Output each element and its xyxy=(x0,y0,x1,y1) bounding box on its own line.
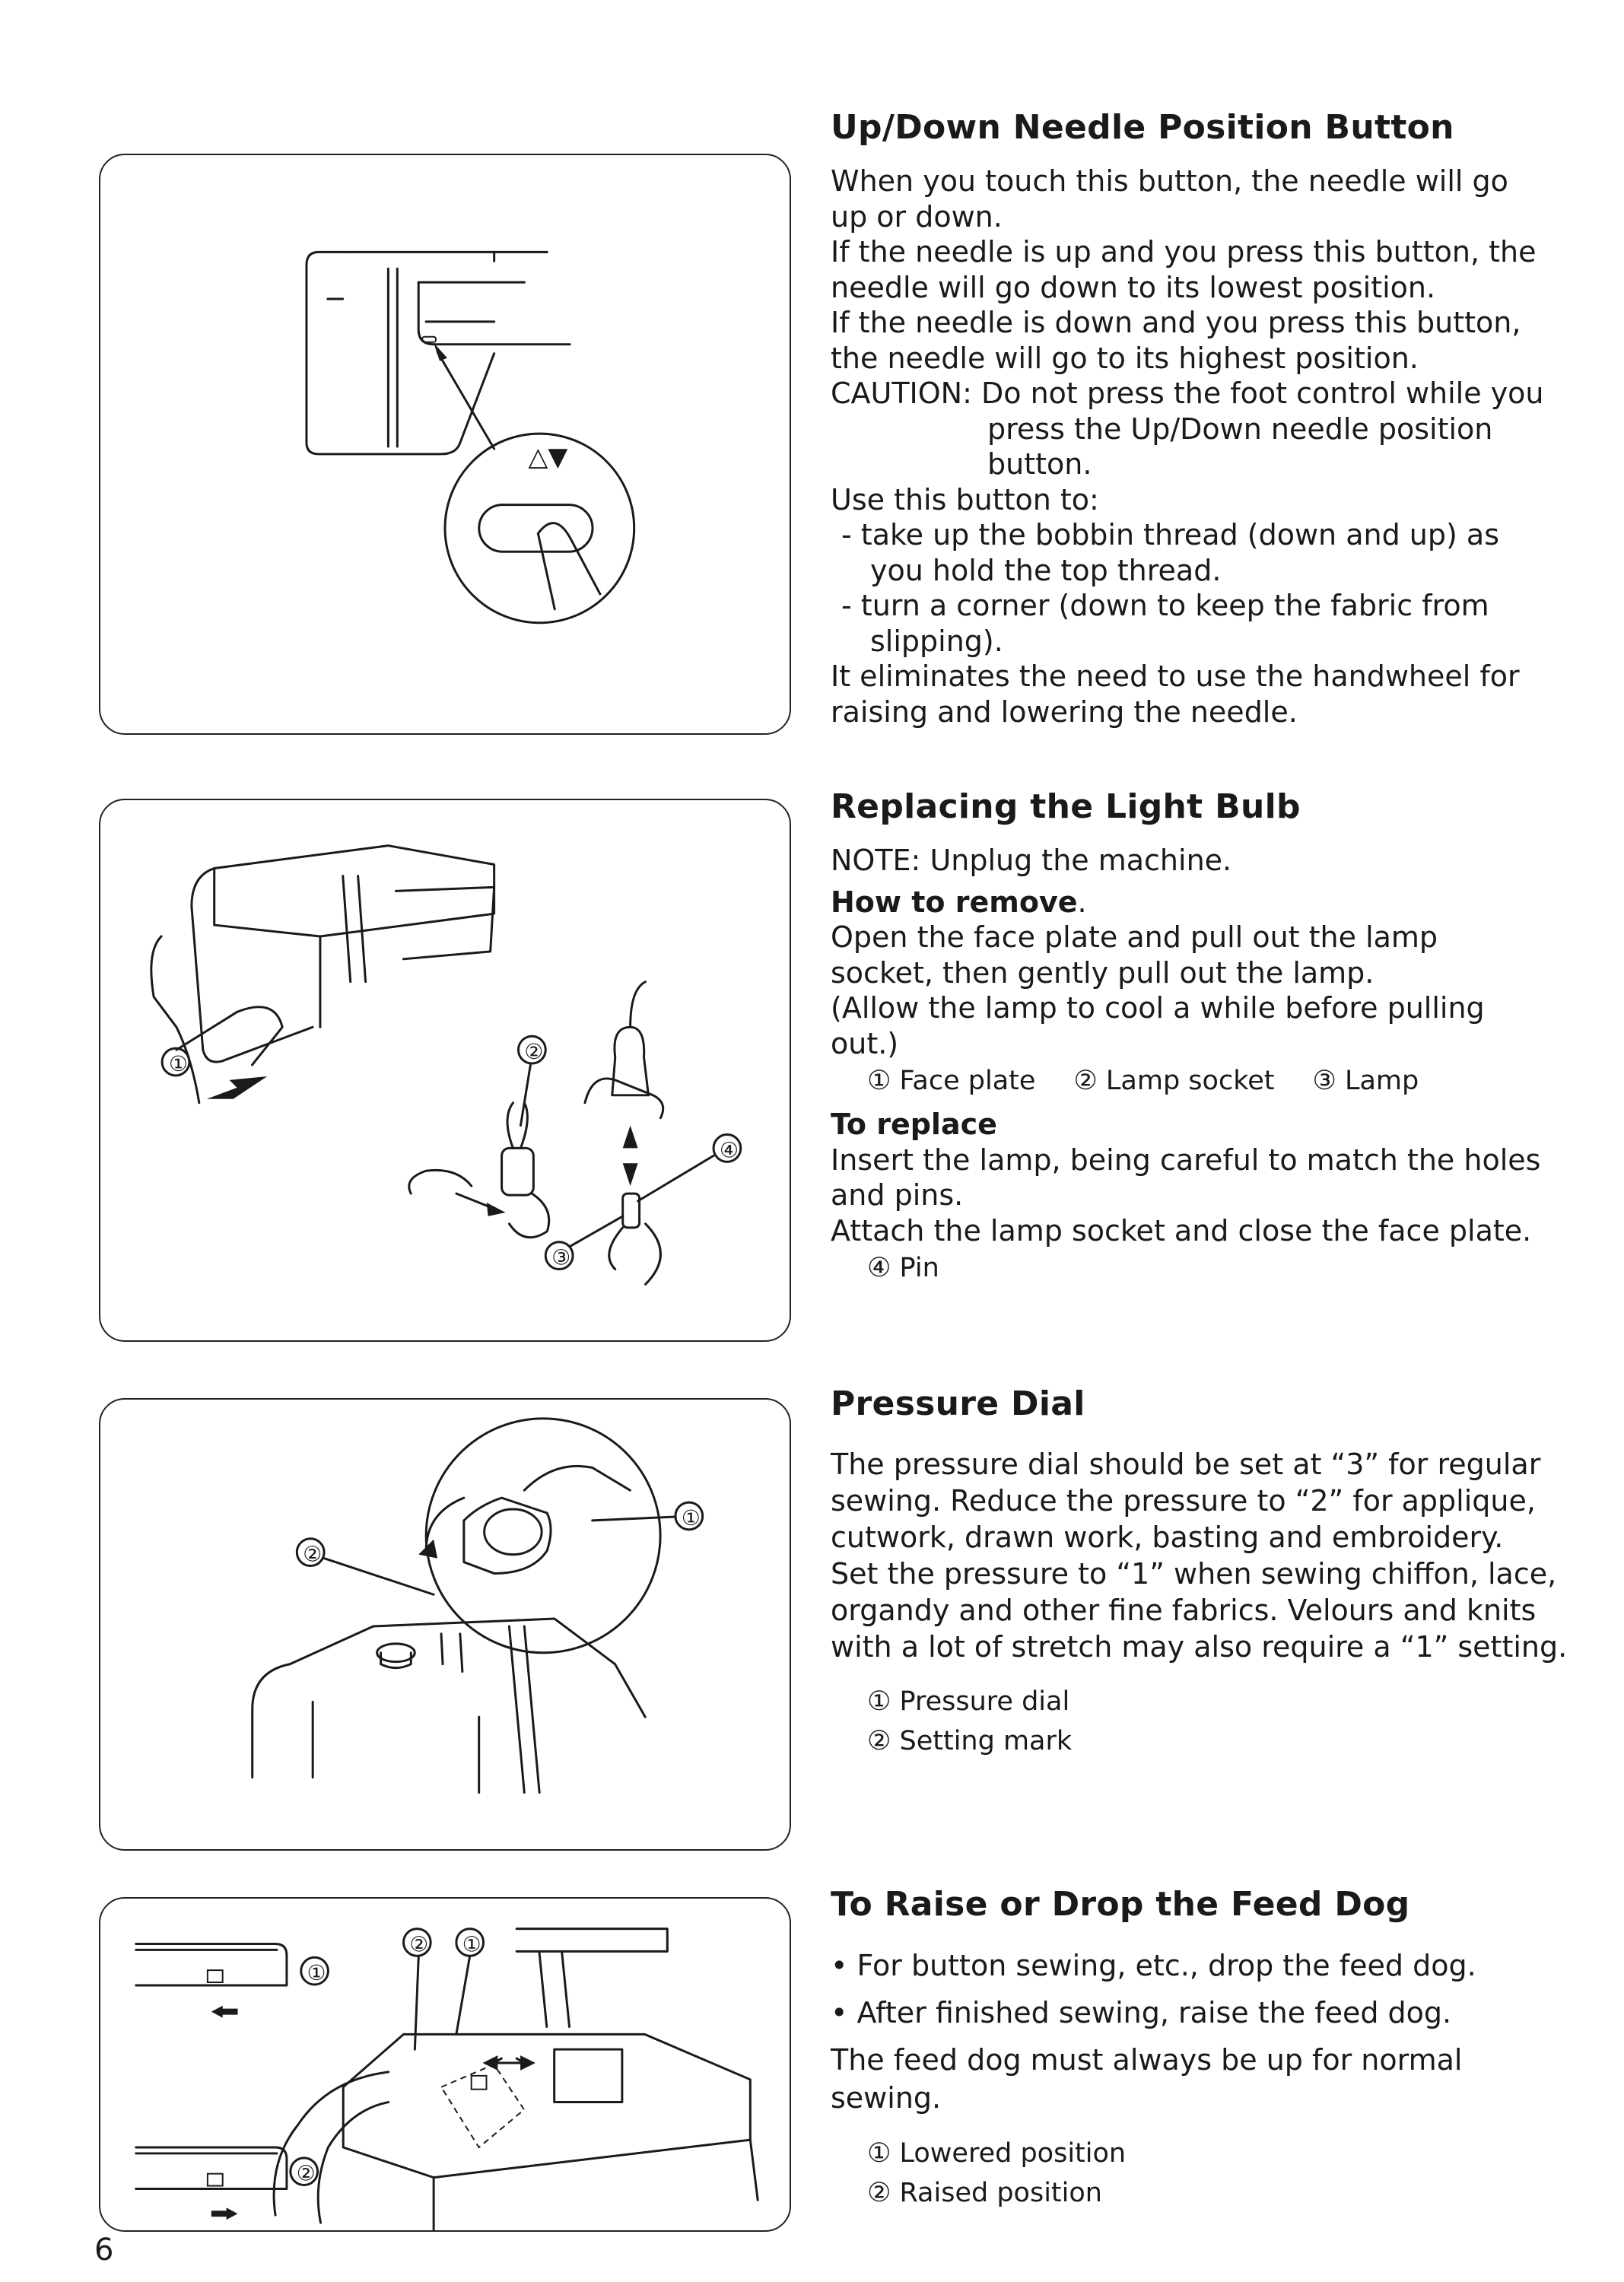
callout-main-1: ① xyxy=(462,1931,481,1957)
callout-pressure-2: ② xyxy=(303,1541,323,1567)
legend-remove xyxy=(831,1061,1591,1101)
section-title: To Raise or Drop the Feed Dog xyxy=(831,1885,1410,1924)
text-line: If the needle is down and you press this button, xyxy=(831,306,1521,339)
callout-4: ④ xyxy=(719,1137,739,1163)
text-line: organdy and other fine fabrics. Velours and knits xyxy=(831,1594,1537,1627)
text-line: The pressure dial should be set at “3” for regular xyxy=(831,1448,1541,1481)
bullet-item: • After finished sewing, raise the feed dog. xyxy=(831,1996,1452,2029)
callout-main-2: ② xyxy=(409,1931,429,1957)
legend-item: ① Face plate xyxy=(867,1066,1036,1096)
text-line: needle will go down to its lowest position. xyxy=(831,270,1436,304)
text-line: socket, then gently pull out the lamp. xyxy=(831,955,1375,990)
callout-3: ③ xyxy=(551,1244,571,1270)
figure-pressure-dial xyxy=(99,1398,791,1851)
legend-item: ③ Lamp xyxy=(1312,1066,1419,1096)
text-line: Insert the lamp, being careful to match the holes xyxy=(831,1143,1541,1177)
bullet-item: • For button sewing, etc., drop the feed dog. xyxy=(831,1949,1476,1982)
bullet-text: take up the bobbin thread (down and up) as xyxy=(860,518,1499,551)
legend-item: ② Lamp socket xyxy=(1073,1066,1275,1096)
text-line: up or down. xyxy=(831,199,1003,234)
callout-2: ② xyxy=(524,1039,544,1065)
callout-1: ① xyxy=(169,1050,188,1076)
remove-heading: How to remove. xyxy=(831,885,1087,919)
section-title: Pressure Dial xyxy=(831,1384,1085,1423)
text-line: raising and lowering the needle. xyxy=(831,694,1298,729)
text-line: cutwork, drawn work, basting and embroidery. xyxy=(831,1521,1504,1554)
legend-item: ② Setting mark xyxy=(867,1726,1073,1756)
callout-lowered: ① xyxy=(307,1960,326,1986)
legend-replace: ④ Pin xyxy=(867,1253,939,1283)
legend-item: ① Lowered position xyxy=(867,2138,1127,2169)
text-line: If the needle is up and you press this button, the xyxy=(831,235,1537,269)
figure-needle-button xyxy=(99,154,791,735)
bullet-continuation: slipping). xyxy=(870,624,1003,658)
text-line: the needle will go to its highest position. xyxy=(831,341,1419,375)
section-title: Replacing the Light Bulb xyxy=(831,787,1301,826)
text-line: Attach the lamp socket and close the face plate. xyxy=(831,1213,1532,1247)
section-updown xyxy=(831,108,1591,729)
text-line: Set the pressure to “1” when sewing chiffon, lace, xyxy=(831,1557,1557,1591)
needle-button-illustration xyxy=(100,155,790,733)
caution-text: Do not press the foot control while you xyxy=(981,377,1544,410)
section-body xyxy=(831,1446,1591,1761)
feed-dog-illustration xyxy=(100,1899,790,2230)
bullet-text: turn a corner (down to keep the fabric from xyxy=(860,589,1489,622)
pressure-dial-illustration xyxy=(100,1400,790,1849)
section-body xyxy=(831,843,1591,1288)
text-line: When you touch this button, the needle will go xyxy=(831,164,1508,198)
section-title: Up/Down Needle Position Button xyxy=(831,108,1454,147)
section-body xyxy=(831,164,1591,729)
note-line: NOTE: Unplug the machine. xyxy=(831,844,1232,877)
text-line: Open the face plate and pull out the lamp xyxy=(831,920,1438,954)
remove-heading-text: How to remove xyxy=(831,885,1078,919)
legend-item: ① Pressure dial xyxy=(867,1686,1070,1717)
bullet-continuation: you hold the top thread. xyxy=(870,553,1222,587)
text-line: (Allow the lamp to cool a while before pulling xyxy=(831,991,1485,1025)
bullet-item: - turn a corner (down to keep the fabric from xyxy=(841,589,1489,622)
caution-label: CAUTION: xyxy=(831,377,972,410)
light-bulb-illustration xyxy=(100,800,790,1340)
caution-line xyxy=(831,376,1591,412)
text-line: sewing. Reduce the pressure to “2” for applique, xyxy=(831,1484,1536,1518)
section-pressure-dial xyxy=(831,1384,1591,1761)
text-line: sewing. xyxy=(831,2081,942,2115)
caution-line: press the Up/Down needle position xyxy=(987,412,1493,446)
section-body xyxy=(831,1947,1591,2213)
section-light-bulb xyxy=(831,787,1591,1288)
callout-raised: ② xyxy=(296,2160,316,2186)
up-down-symbol: △▼ xyxy=(528,441,568,472)
section-feed-dog xyxy=(831,1885,1591,2213)
text-line: and pins. xyxy=(831,1178,964,1212)
page-number: 6 xyxy=(94,2233,114,2268)
bullet-item: - take up the bobbin thread (down and up) as xyxy=(841,518,1499,551)
legend-item: ② Raised position xyxy=(867,2178,1102,2208)
text-line: Use this button to: xyxy=(831,482,1099,516)
text-line: The feed dog must always be up for normal xyxy=(831,2043,1463,2077)
text-line: It eliminates the need to use the handwheel for xyxy=(831,659,1520,693)
text-line: with a lot of stretch may also require a “1” setting. xyxy=(831,1630,1568,1664)
caution-line: button. xyxy=(987,447,1092,481)
figure-feed-dog xyxy=(99,1897,791,2232)
callout-pressure-1: ① xyxy=(681,1505,701,1530)
figure-light-bulb xyxy=(99,799,791,1342)
replace-heading: To replace xyxy=(831,1108,997,1141)
text-line: out.) xyxy=(831,1026,899,1060)
